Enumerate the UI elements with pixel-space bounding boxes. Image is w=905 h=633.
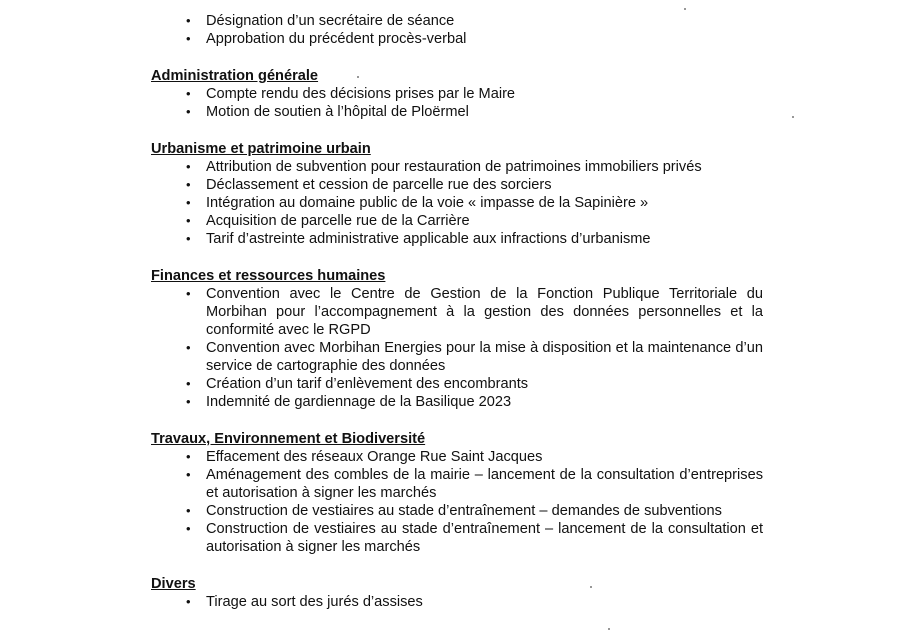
list-item: • Construction de vestiaires au stade d’entraînement – lancement de la consultation et autorisation à signer les marchés — [186, 521, 763, 555]
list-item: • Approbation du précédent procès-verbal — [186, 31, 467, 47]
bullet-icon: • — [186, 104, 191, 119]
bullet-icon: • — [186, 503, 191, 518]
bullet-icon: • — [186, 340, 191, 355]
section-divers — [151, 575, 763, 611]
section-urbanisme — [151, 140, 763, 248]
list-item: • Aménagement des combles de la mairie – lancement de la consultation d’entreprises et autorisation à signer les marchés — [186, 467, 763, 501]
scan-speck — [792, 116, 794, 118]
bullet-icon: • — [186, 195, 191, 210]
list-item: • Motion de soutien à l’hôpital de Ploërmel — [186, 104, 469, 120]
list-item: • Déclassement et cession de parcelle rue des sorciers — [186, 177, 552, 193]
list-item: • Création d’un tarif d’enlèvement des encombrants — [186, 376, 529, 392]
list-item: • Tarif d’astreinte administrative applicable aux infractions d’urbanisme — [186, 231, 651, 247]
list-item: • Effacement des réseaux Orange Rue Saint Jacques — [186, 449, 543, 465]
bullet-icon: • — [186, 376, 191, 391]
bullet-icon: • — [186, 286, 191, 301]
list-item: • Compte rendu des décisions prises par le Maire — [186, 86, 516, 102]
list-item: • Tirage au sort des jurés d’assises — [186, 594, 423, 610]
bullet-icon: • — [186, 31, 191, 46]
bullet-icon: • — [186, 13, 191, 28]
section-list — [151, 85, 763, 121]
section-heading: Divers — [151, 576, 196, 592]
list-item: • Attribution de subvention pour restauration de patrimoines immobiliers privés — [186, 159, 702, 175]
section-list — [151, 158, 763, 248]
bullet-icon: • — [186, 467, 191, 482]
list-item: • Indemnité de gardiennage de la Basilique 2023 — [186, 394, 512, 410]
bullet-icon: • — [186, 394, 191, 409]
list-item: • Désignation d’un secrétaire de séance — [186, 13, 455, 29]
scan-speck — [590, 586, 592, 588]
bullet-icon: • — [186, 177, 191, 192]
section-travaux — [151, 430, 763, 556]
bullet-icon: • — [186, 159, 191, 174]
scan-speck — [357, 76, 359, 78]
bullet-icon: • — [186, 594, 191, 609]
list-item: • Convention avec le Centre de Gestion de la Fonction Publique Territoriale du Morbihan pour l’accompagnement à la gestion des données personnelles et la conformité avec le RGPD — [186, 286, 763, 338]
section-heading: Finances et ressources humaines — [151, 268, 386, 284]
list-item: • Construction de vestiaires au stade d’entraînement – demandes de subventions — [186, 503, 722, 519]
intro-list — [151, 12, 763, 48]
section-list — [151, 448, 763, 556]
bullet-icon: • — [186, 231, 191, 246]
section-list — [151, 593, 763, 611]
section-list — [151, 285, 763, 411]
section-finances — [151, 267, 763, 411]
bullet-icon: • — [186, 86, 191, 101]
section-administration — [151, 67, 763, 121]
section-heading: Urbanisme et patrimoine urbain — [151, 141, 371, 157]
agenda-intro — [151, 12, 763, 48]
section-heading: Travaux, Environnement et Biodiversité — [151, 431, 426, 447]
list-item: • Intégration au domaine public de la voie « impasse de la Sapinière » — [186, 195, 649, 211]
bullet-icon: • — [186, 449, 191, 464]
bullet-icon: • — [186, 521, 191, 536]
scan-speck — [684, 8, 686, 10]
list-item: • Acquisition de parcelle rue de la Carrière — [186, 213, 470, 229]
section-heading: Administration générale — [151, 68, 319, 84]
scan-speck — [608, 628, 610, 630]
bullet-icon: • — [186, 213, 191, 228]
list-item: • Convention avec Morbihan Energies pour la mise à disposition et la maintenance d’un service de cartographie des données — [186, 340, 763, 374]
